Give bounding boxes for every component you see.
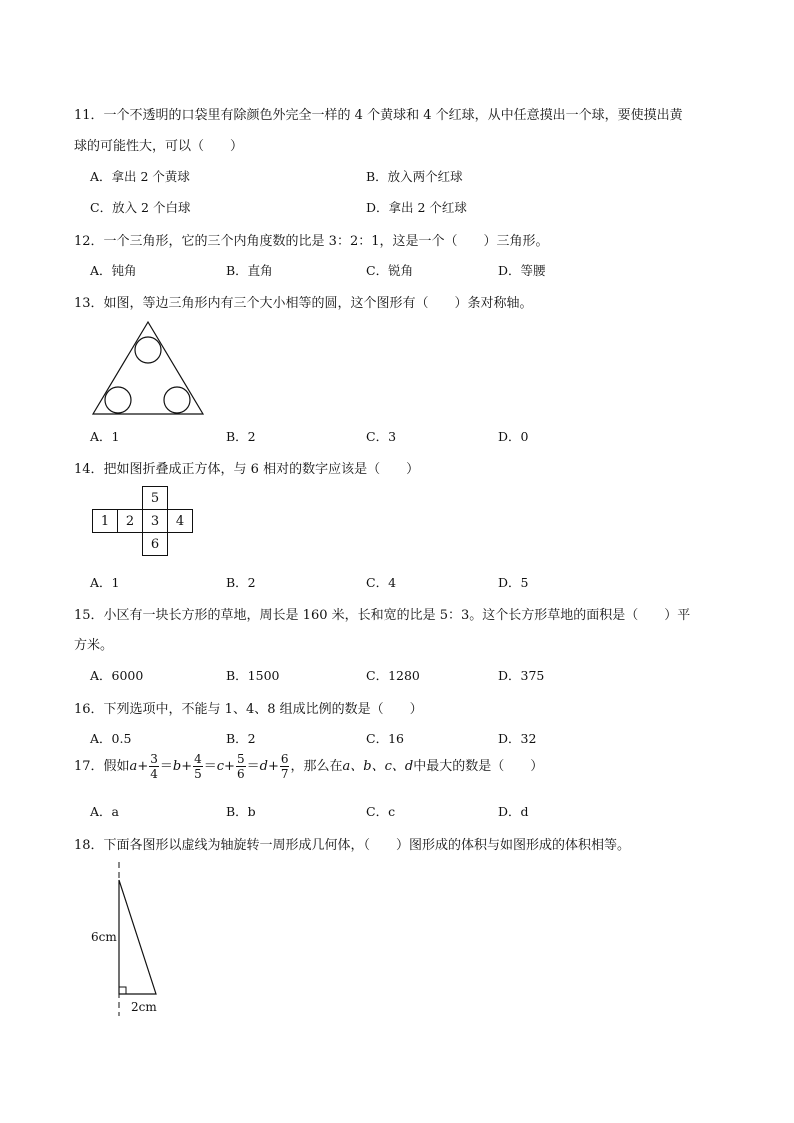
var-d: d: [259, 759, 268, 774]
q15-stem-line1: 15．小区有一块长方形的草地，周长是 160 米，长和宽的比是 5：3。这个长方形草地的面积是（ ）平: [74, 608, 691, 623]
triangle-circles-figure: [90, 318, 206, 418]
right-circle: [164, 387, 190, 413]
q14-option-b[interactable]: B．2: [226, 575, 256, 590]
q18-stem: 18．下面各图形以虚线为轴旋转一周形成几何体，（ ）图形成的体积与如图形成的体积相等。: [74, 838, 631, 853]
q12-option-b[interactable]: B．直角: [226, 263, 273, 278]
q14-option-c[interactable]: C．4: [366, 575, 397, 590]
q11-option-d[interactable]: D．拿出 2 个红球: [366, 200, 467, 215]
var-c: c: [216, 759, 225, 774]
net-cell-top: 5: [143, 487, 168, 510]
net-cell: 1: [93, 510, 118, 533]
q15-option-b[interactable]: B．1500: [226, 668, 280, 683]
q16-option-d[interactable]: D．32: [498, 731, 537, 746]
equals-sign: ＝: [246, 759, 260, 774]
q17-option-b[interactable]: B．b: [226, 804, 256, 819]
fraction-6-7: $\frac{6}{7}$: [280, 752, 289, 781]
height-label: 6cm: [91, 930, 117, 944]
q17-option-d[interactable]: D．d: [498, 804, 529, 819]
q13-stem: 13．如图，等边三角形内有三个大小相等的圆，这个图形有（ ）条对称轴。: [74, 296, 533, 311]
q16-option-b[interactable]: B．2: [226, 731, 256, 746]
q17-suffix-b: 中最大的数是（ ）: [413, 759, 544, 774]
equals-sign: ＝: [159, 759, 173, 774]
q14-option-a[interactable]: A．1: [90, 575, 120, 590]
cube-net: [92, 486, 193, 556]
q15-stem-line2: 方米。: [74, 638, 114, 653]
q12-option-a[interactable]: A．钝角: [90, 263, 137, 278]
q17-suffix-a: ，那么在: [290, 759, 343, 774]
q12-option-d[interactable]: D．等腰: [498, 263, 546, 278]
q16-stem: 16．下列选项中，不能与 1、4、8 组成比例的数是（ ）: [74, 702, 423, 717]
q11-option-a[interactable]: A．拿出 2 个黄球: [90, 169, 190, 184]
left-circle: [105, 387, 131, 413]
q12-option-c[interactable]: C．锐角: [366, 263, 414, 278]
plus-sign: +: [224, 759, 235, 774]
equilateral-triangle: [93, 322, 203, 414]
q13-option-d[interactable]: D．0: [498, 429, 529, 444]
fraction-3-4: $\frac{3}{4}$: [150, 752, 158, 781]
q11-option-b[interactable]: B．放入两个红球: [366, 169, 463, 184]
var-b: b: [172, 759, 182, 774]
q15-option-a[interactable]: A．6000: [90, 668, 144, 683]
plus-sign: +: [267, 759, 279, 774]
var-a: a: [129, 759, 138, 774]
fraction-5-6: $\frac{5}{6}$: [236, 752, 245, 781]
q14-option-d[interactable]: D．5: [498, 575, 529, 590]
q11-option-c[interactable]: C．放入 2 个白球: [90, 200, 191, 215]
right-triangle: [119, 880, 156, 994]
q11-stem-line1: 11．一个不透明的口袋里有除颜色外完全一样的 4 个黄球和 4 个红球，从中任意摸出一个球，要使摸出黄: [74, 108, 683, 123]
net-cell: 3: [143, 510, 168, 533]
q16-option-c[interactable]: C．16: [366, 731, 404, 746]
right-angle-mark: [119, 987, 126, 994]
q14-stem: 14．把如图折叠成正方体，与 6 相对的数字应该是（ ）: [74, 462, 420, 477]
q13-option-b[interactable]: B．2: [226, 429, 256, 444]
q13-option-c[interactable]: C．3: [366, 429, 397, 444]
q12-stem: 12．一个三角形，它的三个内角度数的比是 3：2：1，这是一个（ ）三角形。: [74, 234, 549, 249]
fraction-4-5: $\frac{4}{5}$: [194, 752, 202, 781]
q17-stem: [74, 752, 543, 781]
net-cell-bottom: 6: [143, 533, 168, 556]
q17-option-c[interactable]: C．c: [366, 804, 396, 819]
equals-sign: ＝: [203, 759, 217, 774]
net-cell: 2: [118, 510, 143, 533]
q13-option-a[interactable]: A．1: [90, 429, 120, 444]
base-label: 2cm: [131, 1000, 157, 1014]
plus-sign: +: [137, 759, 149, 774]
q17-prefix: 17．假如: [74, 759, 130, 774]
q11-stem-line2: 球的可能性大，可以（ ）: [74, 139, 244, 154]
net-cell: 4: [168, 510, 193, 533]
q15-option-d[interactable]: D．375: [498, 668, 545, 683]
q16-option-a[interactable]: A．0.5: [90, 731, 132, 746]
q17-option-a[interactable]: A．a: [90, 804, 119, 819]
q17-vars-list: a、b、c、d: [342, 759, 414, 774]
q15-option-c[interactable]: C．1280: [366, 668, 420, 683]
plus-sign: +: [181, 759, 193, 774]
top-circle: [135, 337, 161, 363]
